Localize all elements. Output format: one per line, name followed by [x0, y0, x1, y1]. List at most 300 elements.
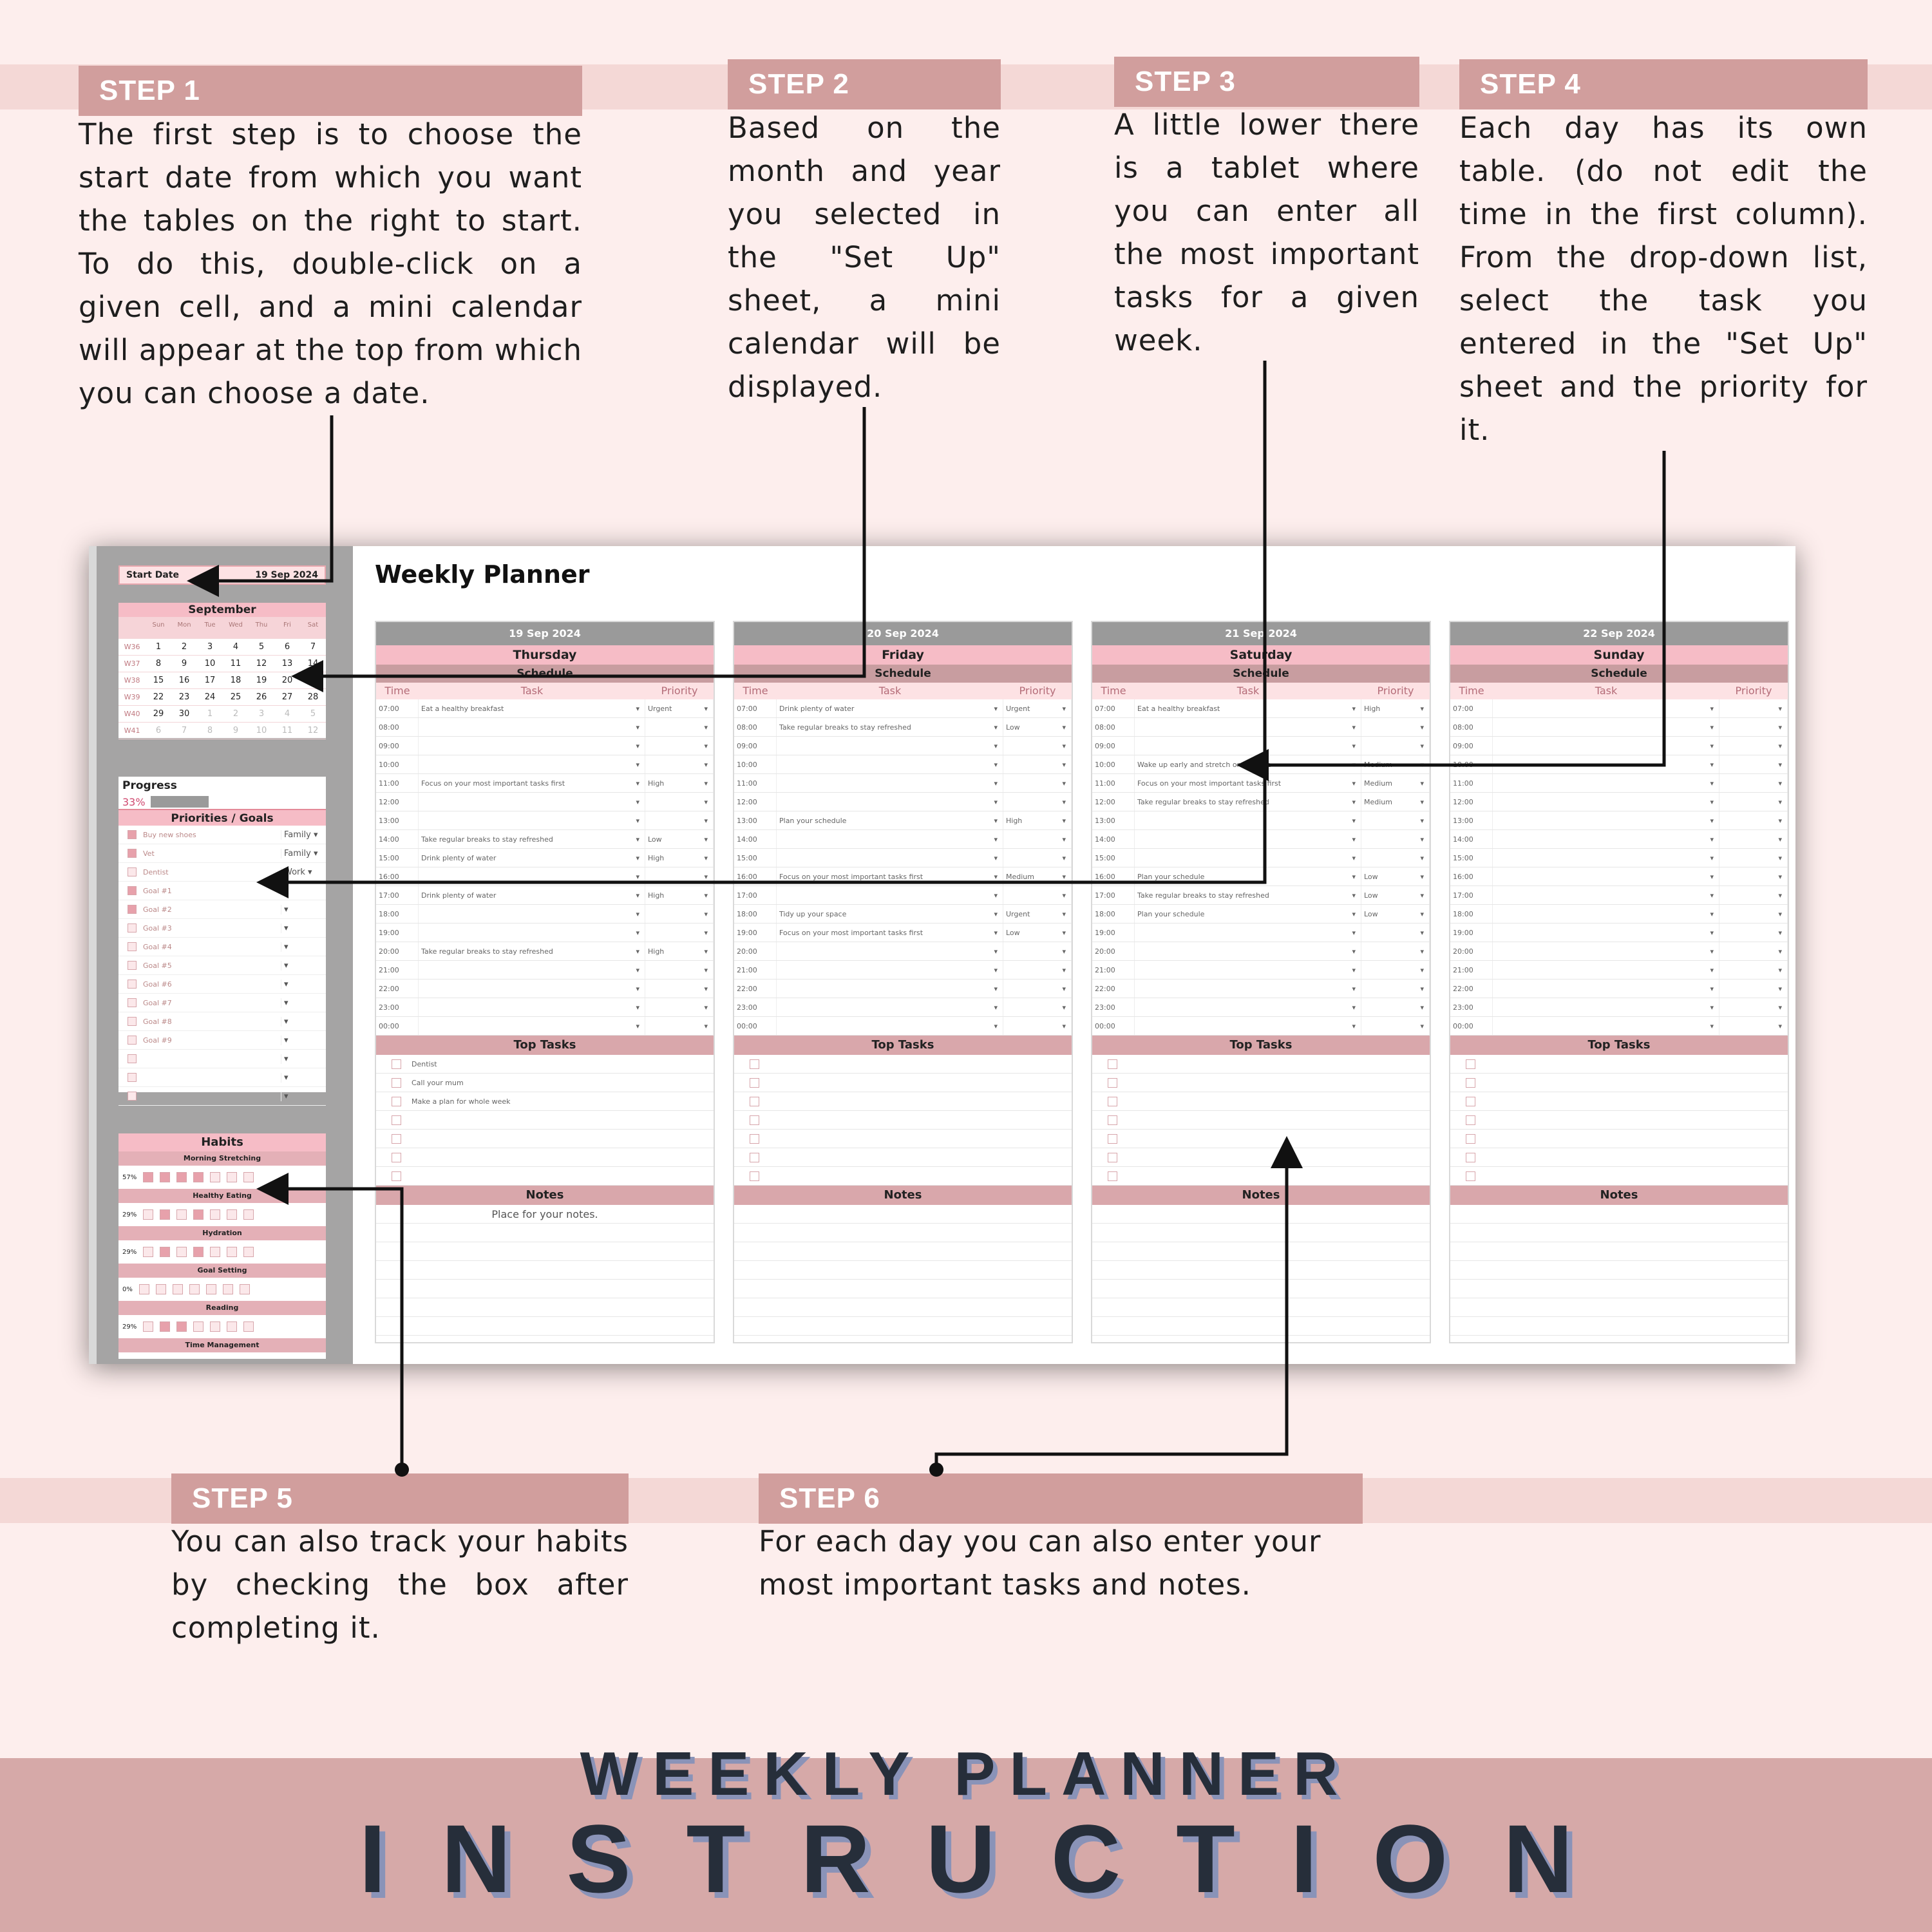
priority-select[interactable] [1003, 830, 1072, 848]
habit-checkbox[interactable] [206, 1284, 216, 1294]
priority-select[interactable]: High ▾ [1361, 699, 1430, 717]
priority-select[interactable] [1719, 830, 1788, 848]
habit-checkbox[interactable] [193, 1247, 204, 1257]
habit-checkbox[interactable] [210, 1209, 220, 1220]
calendar-day[interactable]: 21 [300, 672, 326, 689]
task-select[interactable] [777, 737, 1003, 755]
habit-checkbox[interactable] [223, 1284, 233, 1294]
goal-checkbox[interactable] [128, 905, 137, 914]
calendar-day[interactable]: 9 [171, 656, 197, 672]
calendar-day[interactable]: 23 [171, 689, 197, 706]
notes-line[interactable] [1092, 1317, 1430, 1336]
habit-checkbox[interactable] [193, 1321, 204, 1332]
calendar-day[interactable]: 3 [197, 639, 223, 656]
priority-select[interactable] [1361, 961, 1430, 979]
top-task-checkbox[interactable] [392, 1115, 401, 1125]
task-select[interactable] [777, 830, 1003, 848]
task-select[interactable] [777, 793, 1003, 811]
task-select[interactable] [1493, 811, 1719, 829]
goal-checkbox[interactable] [128, 867, 137, 876]
task-select[interactable] [1493, 980, 1719, 998]
notes-line[interactable] [1450, 1317, 1788, 1336]
notes-line[interactable] [1450, 1298, 1788, 1317]
start-date-value[interactable]: 19 Sep 2024 [255, 570, 318, 580]
notes-line[interactable] [734, 1280, 1072, 1298]
task-select[interactable]: Take regular breaks to stay refreshed ▾ [1135, 793, 1361, 811]
priority-select[interactable] [1003, 980, 1072, 998]
task-select[interactable] [1493, 867, 1719, 886]
task-select[interactable]: Eat a healthy breakfast ▾ [419, 699, 645, 717]
task-select[interactable] [1135, 923, 1361, 942]
top-task-checkbox[interactable] [392, 1078, 401, 1088]
priority-select[interactable] [1719, 849, 1788, 867]
notes-line[interactable] [1450, 1261, 1788, 1280]
habit-checkbox[interactable] [193, 1209, 204, 1220]
task-select[interactable] [1493, 774, 1719, 792]
notes-line[interactable] [734, 1317, 1072, 1336]
top-task-checkbox[interactable] [750, 1134, 759, 1144]
task-select[interactable] [1493, 849, 1719, 867]
goal-checkbox[interactable] [128, 942, 137, 951]
goal-checkbox[interactable] [128, 1073, 137, 1082]
priority-select[interactable] [1361, 718, 1430, 736]
priority-select[interactable] [645, 867, 714, 886]
priority-select[interactable] [1003, 961, 1072, 979]
priority-select[interactable] [1003, 1017, 1072, 1035]
task-select[interactable] [1493, 699, 1719, 717]
priority-select[interactable] [1003, 793, 1072, 811]
task-select[interactable]: Drink plenty of water ▾ [777, 699, 1003, 717]
task-select[interactable] [777, 961, 1003, 979]
habit-checkbox[interactable] [160, 1321, 170, 1332]
priority-select[interactable] [1719, 811, 1788, 829]
calendar-day[interactable]: 13 [274, 656, 300, 672]
calendar-day[interactable]: 17 [197, 672, 223, 689]
top-task-checkbox[interactable] [1108, 1059, 1117, 1069]
task-select[interactable] [419, 923, 645, 942]
task-select[interactable]: Focus on your most important tasks first ▾ [1135, 774, 1361, 792]
top-task-checkbox[interactable] [1466, 1153, 1475, 1162]
priority-select[interactable]: High ▾ [645, 886, 714, 904]
habit-checkbox[interactable] [143, 1172, 153, 1182]
task-select[interactable] [419, 905, 645, 923]
task-select[interactable] [1493, 923, 1719, 942]
top-task-checkbox[interactable] [392, 1134, 401, 1144]
notes-line[interactable] [1092, 1261, 1430, 1280]
priority-select[interactable] [1719, 886, 1788, 904]
calendar-day[interactable]: 11 [274, 723, 300, 739]
task-select[interactable] [419, 998, 645, 1016]
task-select[interactable] [419, 980, 645, 998]
task-select[interactable] [1493, 830, 1719, 848]
priority-select[interactable] [645, 923, 714, 942]
task-select[interactable] [1135, 849, 1361, 867]
habit-checkbox[interactable] [227, 1209, 237, 1220]
goal-category-select[interactable]: ▾ [281, 905, 326, 914]
top-task-checkbox[interactable] [750, 1153, 759, 1162]
priority-select[interactable] [1361, 980, 1430, 998]
task-select[interactable]: Take regular breaks to stay refreshed ▾ [1135, 886, 1361, 904]
priority-select[interactable] [645, 755, 714, 773]
task-select[interactable] [1493, 998, 1719, 1016]
notes-line[interactable] [1450, 1280, 1788, 1298]
calendar-day[interactable]: 12 [300, 723, 326, 739]
priority-select[interactable] [1003, 942, 1072, 960]
top-task-checkbox[interactable] [1108, 1115, 1117, 1125]
habit-checkbox[interactable] [243, 1321, 254, 1332]
calendar-day[interactable]: 2 [223, 706, 249, 723]
task-select[interactable]: Eat a healthy breakfast ▾ [1135, 699, 1361, 717]
priority-select[interactable] [645, 980, 714, 998]
priority-select[interactable] [1719, 942, 1788, 960]
notes-line[interactable] [1092, 1205, 1430, 1224]
task-select[interactable]: Take regular breaks to stay refreshed ▾ [419, 942, 645, 960]
task-select[interactable] [419, 755, 645, 773]
goal-category-select[interactable]: ▾ [281, 998, 326, 1008]
priority-select[interactable] [1719, 998, 1788, 1016]
calendar-day[interactable]: 10 [249, 723, 274, 739]
priority-select[interactable]: Low ▾ [645, 830, 714, 848]
calendar-day[interactable]: 2 [171, 639, 197, 656]
calendar-day[interactable]: 1 [146, 639, 171, 656]
habit-checkbox[interactable] [160, 1172, 170, 1182]
task-select[interactable] [1493, 718, 1719, 736]
task-select[interactable] [1135, 942, 1361, 960]
calendar-day[interactable]: 25 [223, 689, 249, 706]
calendar-day[interactable]: 18 [223, 672, 249, 689]
priority-select[interactable] [1719, 961, 1788, 979]
priority-select[interactable]: Urgent ▾ [645, 699, 714, 717]
goal-category-select[interactable]: ▾ [281, 942, 326, 952]
calendar-day[interactable]: 10 [197, 656, 223, 672]
priority-select[interactable] [1003, 849, 1072, 867]
top-task-checkbox[interactable] [1108, 1134, 1117, 1144]
calendar-day[interactable]: 6 [274, 639, 300, 656]
priority-select[interactable] [1361, 811, 1430, 829]
task-select[interactable] [419, 1017, 645, 1035]
task-select[interactable] [419, 867, 645, 886]
priority-select[interactable] [1003, 737, 1072, 755]
goal-checkbox[interactable] [128, 980, 137, 989]
goal-checkbox[interactable] [128, 1017, 137, 1026]
priority-select[interactable] [1003, 998, 1072, 1016]
calendar-day[interactable]: 11 [223, 656, 249, 672]
top-task-checkbox[interactable] [750, 1059, 759, 1069]
habit-checkbox[interactable] [176, 1209, 187, 1220]
calendar-day[interactable]: 15 [146, 672, 171, 689]
notes-line[interactable] [376, 1298, 714, 1317]
priority-select[interactable] [1719, 1017, 1788, 1035]
goal-category-select[interactable]: ▾ [281, 1092, 326, 1101]
calendar-day[interactable]: 4 [223, 639, 249, 656]
priority-select[interactable] [1003, 886, 1072, 904]
goal-category-select[interactable]: ▾ [281, 886, 326, 896]
goal-checkbox[interactable] [128, 1036, 137, 1045]
calendar-day[interactable]: 20 [274, 672, 300, 689]
task-select[interactable] [419, 737, 645, 755]
habit-checkbox[interactable] [227, 1172, 237, 1182]
task-select[interactable] [1135, 718, 1361, 736]
priority-select[interactable] [1361, 1017, 1430, 1035]
task-select[interactable]: Take regular breaks to stay refreshed ▾ [419, 830, 645, 848]
task-select[interactable] [777, 849, 1003, 867]
top-task-checkbox[interactable] [750, 1171, 759, 1181]
top-task-checkbox[interactable] [392, 1171, 401, 1181]
habit-checkbox[interactable] [173, 1284, 183, 1294]
habit-checkbox[interactable] [143, 1247, 153, 1257]
calendar-day[interactable]: 5 [249, 639, 274, 656]
notes-line[interactable] [376, 1280, 714, 1298]
calendar-day[interactable]: 9 [223, 723, 249, 739]
calendar-day[interactable]: 29 [146, 706, 171, 723]
task-select[interactable] [1135, 998, 1361, 1016]
notes-line[interactable] [376, 1261, 714, 1280]
calendar-day[interactable]: 19 [249, 672, 274, 689]
calendar-day[interactable]: 7 [171, 723, 197, 739]
habit-checkbox[interactable] [176, 1247, 187, 1257]
calendar-day[interactable]: 3 [249, 706, 274, 723]
goal-checkbox[interactable] [128, 1092, 137, 1101]
priority-select[interactable] [645, 811, 714, 829]
priority-select[interactable]: Low ▾ [1361, 905, 1430, 923]
top-task-checkbox[interactable] [1466, 1078, 1475, 1088]
goal-category-select[interactable]: ▾ [281, 961, 326, 971]
task-select[interactable] [1135, 980, 1361, 998]
task-select[interactable] [1493, 905, 1719, 923]
task-select[interactable] [1135, 1017, 1361, 1035]
priority-select[interactable]: Urgent ▾ [1003, 905, 1072, 923]
priority-select[interactable] [1361, 830, 1430, 848]
goal-category-select[interactable]: Work ▾ [281, 867, 326, 877]
priority-select[interactable]: High ▾ [1003, 811, 1072, 829]
priority-select[interactable]: High ▾ [645, 774, 714, 792]
calendar-day[interactable]: 1 [197, 706, 223, 723]
notes-line[interactable] [1092, 1242, 1430, 1261]
habit-checkbox[interactable] [240, 1284, 250, 1294]
calendar-day[interactable]: 28 [300, 689, 326, 706]
priority-select[interactable] [645, 1017, 714, 1035]
task-select[interactable]: Wake up early and stretch or exercise ▾ [1135, 755, 1361, 773]
notes-line[interactable] [1450, 1205, 1788, 1224]
habit-checkbox[interactable] [139, 1284, 149, 1294]
priority-select[interactable]: Low ▾ [1003, 718, 1072, 736]
priority-select[interactable] [645, 905, 714, 923]
notes-line[interactable]: Place for your notes. [376, 1205, 714, 1224]
notes-line[interactable] [734, 1242, 1072, 1261]
priority-select[interactable] [1719, 737, 1788, 755]
top-task-checkbox[interactable] [750, 1097, 759, 1106]
goal-checkbox[interactable] [128, 998, 137, 1007]
goal-checkbox[interactable] [128, 830, 137, 839]
priority-select[interactable] [645, 737, 714, 755]
task-select[interactable]: Plan your schedule ▾ [1135, 905, 1361, 923]
task-select[interactable] [1493, 793, 1719, 811]
goal-category-select[interactable]: ▾ [281, 1054, 326, 1064]
notes-line[interactable] [376, 1317, 714, 1336]
priority-select[interactable] [1719, 905, 1788, 923]
notes-line[interactable] [1092, 1280, 1430, 1298]
habit-checkbox[interactable] [227, 1247, 237, 1257]
goal-checkbox[interactable] [128, 849, 137, 858]
priority-select[interactable]: Urgent ▾ [1003, 699, 1072, 717]
goal-category-select[interactable]: ▾ [281, 1017, 326, 1027]
task-select[interactable] [419, 793, 645, 811]
priority-select[interactable] [1719, 867, 1788, 886]
calendar-day[interactable]: 14 [300, 656, 326, 672]
priority-select[interactable] [1361, 737, 1430, 755]
priority-select[interactable] [645, 793, 714, 811]
habit-checkbox[interactable] [210, 1321, 220, 1332]
task-select[interactable]: Drink plenty of water ▾ [419, 849, 645, 867]
task-select[interactable]: Take regular breaks to stay refreshed ▾ [777, 718, 1003, 736]
priority-select[interactable]: Low ▾ [1361, 886, 1430, 904]
notes-line[interactable] [1092, 1224, 1430, 1242]
priority-select[interactable]: Medium ▾ [1361, 774, 1430, 792]
calendar-day[interactable]: 8 [146, 656, 171, 672]
priority-select[interactable] [1719, 793, 1788, 811]
calendar-day[interactable]: 24 [197, 689, 223, 706]
habit-checkbox[interactable] [193, 1172, 204, 1182]
priority-select[interactable] [645, 718, 714, 736]
priority-select[interactable] [1003, 755, 1072, 773]
task-select[interactable] [777, 998, 1003, 1016]
priority-select[interactable]: High ▾ [645, 849, 714, 867]
top-task-checkbox[interactable] [392, 1059, 401, 1069]
notes-line[interactable] [734, 1261, 1072, 1280]
habit-checkbox[interactable] [243, 1172, 254, 1182]
notes-line[interactable] [734, 1205, 1072, 1224]
task-select[interactable]: Tidy up your space ▾ [777, 905, 1003, 923]
priority-select[interactable] [1719, 718, 1788, 736]
habit-checkbox[interactable] [243, 1247, 254, 1257]
top-task-text[interactable]: Dentist [412, 1059, 437, 1068]
goal-category-select[interactable]: ▾ [281, 923, 326, 933]
goal-category-select[interactable]: ▾ [281, 980, 326, 989]
priority-select[interactable] [1719, 699, 1788, 717]
top-task-text[interactable]: Make a plan for whole week [412, 1097, 511, 1106]
habit-checkbox[interactable] [227, 1321, 237, 1332]
priority-select[interactable] [1003, 774, 1072, 792]
task-select[interactable] [1493, 737, 1719, 755]
task-select[interactable] [1135, 830, 1361, 848]
priority-select[interactable] [1719, 980, 1788, 998]
notes-line[interactable] [734, 1224, 1072, 1242]
top-task-checkbox[interactable] [392, 1097, 401, 1106]
task-select[interactable] [419, 718, 645, 736]
notes-line[interactable] [734, 1298, 1072, 1317]
priority-select[interactable]: Medium ▾ [1361, 755, 1430, 773]
top-task-checkbox[interactable] [1108, 1078, 1117, 1088]
top-task-checkbox[interactable] [1466, 1097, 1475, 1106]
task-select[interactable]: Plan your schedule ▾ [777, 811, 1003, 829]
goal-category-select[interactable]: ▾ [281, 1073, 326, 1083]
task-select[interactable]: Plan your schedule ▾ [1135, 867, 1361, 886]
habit-checkbox[interactable] [189, 1284, 200, 1294]
top-task-checkbox[interactable] [1108, 1097, 1117, 1106]
task-select[interactable] [419, 961, 645, 979]
priority-select[interactable] [645, 961, 714, 979]
top-task-checkbox[interactable] [1466, 1059, 1475, 1069]
goal-category-select[interactable]: ▾ [281, 1036, 326, 1045]
task-select[interactable]: Focus on your most important tasks first ▾ [777, 867, 1003, 886]
goal-checkbox[interactable] [128, 886, 137, 895]
goal-category-select[interactable]: Family ▾ [281, 830, 326, 840]
priority-select[interactable] [1361, 849, 1430, 867]
calendar-day[interactable]: 30 [171, 706, 197, 723]
task-select[interactable] [777, 755, 1003, 773]
priority-select[interactable] [1361, 923, 1430, 942]
task-select[interactable] [777, 980, 1003, 998]
notes-line[interactable] [1450, 1224, 1788, 1242]
task-select[interactable] [1493, 755, 1719, 773]
task-select[interactable]: Drink plenty of water ▾ [419, 886, 645, 904]
task-select[interactable] [1493, 942, 1719, 960]
top-task-text[interactable]: Call your mum [412, 1078, 464, 1087]
priority-select[interactable]: Medium ▾ [1361, 793, 1430, 811]
priority-select[interactable] [1719, 774, 1788, 792]
goal-checkbox[interactable] [128, 923, 137, 933]
habit-checkbox[interactable] [156, 1284, 166, 1294]
calendar-day[interactable]: 12 [249, 656, 274, 672]
calendar-day[interactable]: 8 [197, 723, 223, 739]
habit-checkbox[interactable] [176, 1321, 187, 1332]
calendar-day[interactable]: 16 [171, 672, 197, 689]
priority-select[interactable] [1361, 998, 1430, 1016]
habit-checkbox[interactable] [210, 1172, 220, 1182]
top-task-checkbox[interactable] [1466, 1115, 1475, 1125]
top-task-checkbox[interactable] [1466, 1171, 1475, 1181]
notes-line[interactable] [376, 1224, 714, 1242]
task-select[interactable] [777, 1017, 1003, 1035]
priority-select[interactable] [1719, 755, 1788, 773]
habit-checkbox[interactable] [160, 1247, 170, 1257]
habit-checkbox[interactable] [176, 1172, 187, 1182]
calendar-day[interactable]: 4 [274, 706, 300, 723]
goal-checkbox[interactable] [128, 961, 137, 970]
habit-checkbox[interactable] [160, 1209, 170, 1220]
priority-select[interactable] [1719, 923, 1788, 942]
priority-select[interactable]: Medium ▾ [1003, 867, 1072, 886]
notes-line[interactable] [376, 1242, 714, 1261]
priority-select[interactable] [645, 998, 714, 1016]
goal-checkbox[interactable] [128, 1054, 137, 1063]
habit-checkbox[interactable] [143, 1209, 153, 1220]
calendar-day[interactable]: 7 [300, 639, 326, 656]
calendar-day[interactable]: 5 [300, 706, 326, 723]
top-task-checkbox[interactable] [1108, 1153, 1117, 1162]
priority-select[interactable]: Low ▾ [1003, 923, 1072, 942]
task-select[interactable] [777, 774, 1003, 792]
task-select[interactable]: Focus on your most important tasks first ▾ [419, 774, 645, 792]
calendar-day[interactable]: 22 [146, 689, 171, 706]
calendar-day[interactable]: 27 [274, 689, 300, 706]
habit-checkbox[interactable] [243, 1209, 254, 1220]
task-select[interactable] [777, 942, 1003, 960]
top-task-checkbox[interactable] [392, 1153, 401, 1162]
calendar-day[interactable]: 6 [146, 723, 171, 739]
priority-select[interactable]: Low ▾ [1361, 867, 1430, 886]
goal-category-select[interactable]: Family ▾ [281, 849, 326, 858]
task-select[interactable] [1493, 886, 1719, 904]
task-select[interactable]: Focus on your most important tasks first ▾ [777, 923, 1003, 942]
task-select[interactable] [1135, 737, 1361, 755]
start-date-cell[interactable] [118, 565, 326, 585]
top-task-checkbox[interactable] [1466, 1134, 1475, 1144]
habit-checkbox[interactable] [143, 1321, 153, 1332]
task-select[interactable] [1493, 961, 1719, 979]
notes-line[interactable] [1450, 1242, 1788, 1261]
priority-select[interactable]: High ▾ [645, 942, 714, 960]
